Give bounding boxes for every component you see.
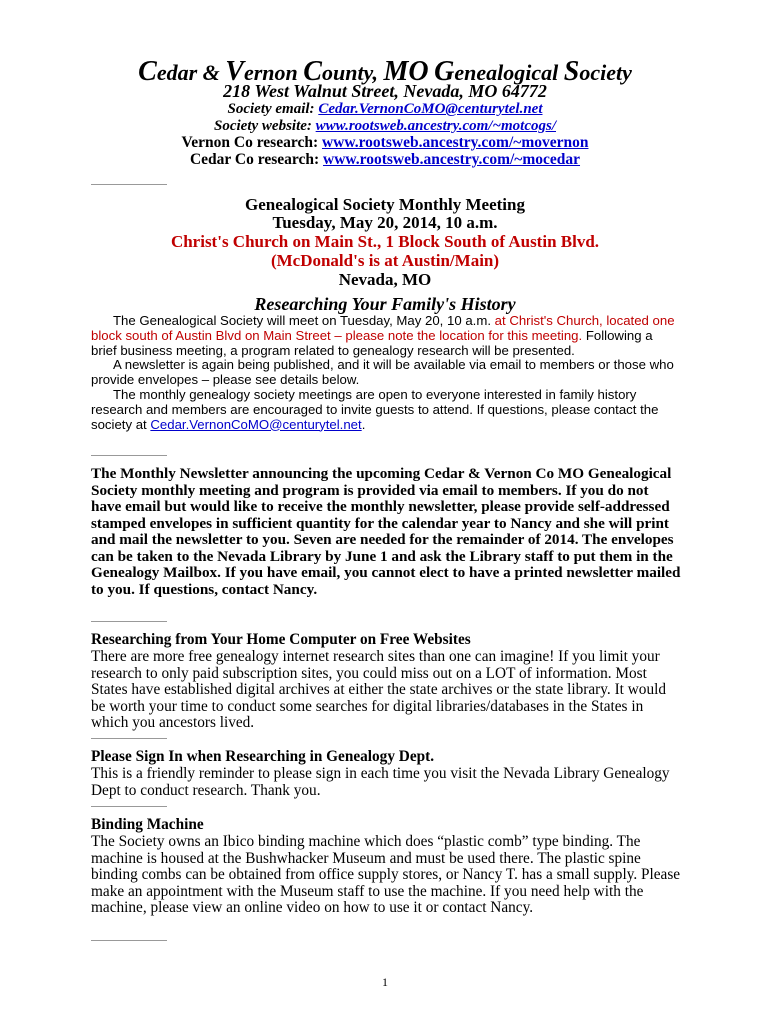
section-binding-machine xyxy=(91,816,681,917)
section-body: The Society owns an Ibico binding machine which does “plastic comb” type binding. The machine is housed at the Bushwhacker Museum and must be used there. The plastic spine binding combs can be obtained from office supply stores, or Nancy T. has a small supply. Please make an appointment with the Museum staff to use the machine. If you need help with the machine, please view an online video on how to use it or contact Nancy. xyxy=(91,833,681,917)
page-number: 1 xyxy=(382,975,388,989)
email-label: Society email: xyxy=(227,101,319,117)
title-part: Cedar & xyxy=(138,56,226,87)
website-label: Society website: xyxy=(214,118,316,134)
section-body: This is a friendly reminder to please sign in each time you visit the Nevada Library Genealogy Dept to conduct research. Thank you. xyxy=(91,765,670,799)
title-part: Genealogical xyxy=(434,56,564,87)
divider xyxy=(91,738,167,739)
newsletter-notice: The Monthly Newsletter announcing the upcoming Cedar & Vernon Co MO Genealogical Society monthly meeting and program is provided via email to members. If you do not have email but would like to receive the monthly newsletter, please provide self-addressed stamped envelopes in sufficient quantity for the calendar year to Nancy and she will print and mail the newsletter to you. Seven are needed for the remainder of 2014. The envelopes can be taken to the Nevada Library by June 1 and ask the Library staff to put them in the Genealogy Mailbox. If you have email, you cannot elect to have a printed newsletter mailed to you. If questions, contact Nancy. xyxy=(91,465,681,598)
cedar-research-line xyxy=(0,151,770,169)
society-email-line xyxy=(0,101,770,118)
intro-paragraph: A newsletter is again being published, and it will be available via email to members or those who provide envelopes – please see details below. xyxy=(91,357,674,388)
society-address: 218 West Walnut Street, Nevada, MO 64772 xyxy=(223,81,547,101)
society-website-line xyxy=(0,118,770,135)
section-sign-in xyxy=(91,748,681,799)
divider xyxy=(91,455,167,456)
meeting-location-note: (McDonald's is at Austin/Main) xyxy=(270,251,500,270)
society-email-link[interactable]: Cedar.VernonCoMO@centurytel.net xyxy=(150,416,362,432)
vernon-research-line xyxy=(0,134,770,152)
section-heading: Researching from Your Home Computer on Free Websites xyxy=(91,631,471,648)
divider xyxy=(91,184,167,185)
section-heading: Please Sign In when Researching in Genealogy Dept. xyxy=(91,748,435,765)
intro-paragraph: The Genealogical Society will meet on Tuesday, May 20, 10 a.m. at Christ's Church, located one block south of Austin Blvd on Main Street – please note the location for this meeting. Following a brief business meeting, a program related to genealogy research will be presented. xyxy=(91,313,675,358)
divider xyxy=(91,621,167,622)
title-part: County, xyxy=(303,56,384,87)
society-email-link[interactable]: Cedar.VernonCoMO@centurytel.net xyxy=(318,101,543,117)
intro-paragraph: The monthly genealogy society meetings are open to everyone interested in family history research and members are encouraged to invite guests to attend. If questions, please contact the society at Cedar.VernonCoMO@centurytel.net. xyxy=(91,386,659,432)
section-free-websites xyxy=(91,631,681,732)
meeting-title: Genealogical Society Monthly Meeting xyxy=(245,195,525,214)
title-part: MO xyxy=(383,56,429,87)
society-website-link[interactable]: www.rootsweb.ancestry.com/~motcogs/ xyxy=(315,118,556,134)
meeting-location: Christ's Church on Main St., 1 Block South of Austin Blvd. xyxy=(170,232,600,251)
vernon-label: Vernon Co research: xyxy=(181,134,322,151)
section-body: There are more free genealogy internet research sites than one can imagine! If you limit your research to only paid subscription sites, you could miss out on a LOT of information. Most States have established digital archives at either the state archives or the state library. It would be worth your time to conduct some searches for digital libraries/databases in the States in which you ancestors lived. xyxy=(91,648,666,732)
divider xyxy=(91,806,167,807)
meeting-date: Tuesday, May 20, 2014, 10 a.m. xyxy=(272,213,498,232)
title-part: Vernon xyxy=(225,56,304,87)
cedar-research-link[interactable]: www.rootsweb.ancestry.com/~mocedar xyxy=(323,151,581,168)
cedar-label: Cedar Co research: xyxy=(189,151,323,168)
meeting-city: Nevada, MO xyxy=(338,270,432,289)
section-heading: Binding Machine xyxy=(91,816,204,833)
vernon-research-link[interactable]: www.rootsweb.ancestry.com/~movernon xyxy=(321,134,589,151)
divider xyxy=(91,940,167,941)
meeting-topic: Researching Your Family's History xyxy=(254,294,516,314)
intro-paragraphs xyxy=(91,314,681,432)
title-part: Society xyxy=(563,56,632,87)
